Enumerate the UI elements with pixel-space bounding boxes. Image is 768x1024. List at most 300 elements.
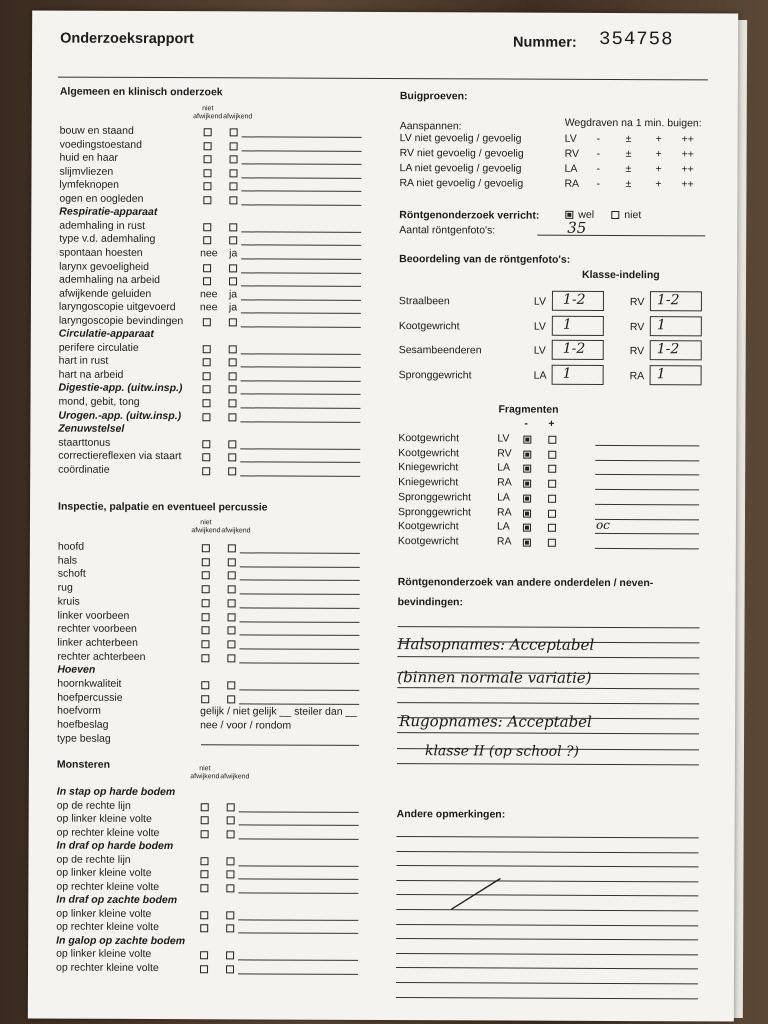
exam-row-niet-afwijkend-checkbox[interactable] [203,345,211,353]
fragment-plus-checkbox[interactable] [548,450,556,458]
monster-row-label: In stap op harde bodem [56,785,176,799]
exam-row-afwijkend-checkbox[interactable] [230,142,238,150]
monster-row-label: op rechter kleine volte [56,961,159,974]
monster-row-notes-line [238,892,358,894]
inspection-row-notes-line [239,662,359,664]
inspection-row-afwijkend-checkbox[interactable] [227,640,235,648]
inspection-row-label: rechter achterbeen [57,650,146,663]
exam-row-afwijkend-checkbox[interactable] [228,467,236,475]
buig-scale-option[interactable]: - [596,132,601,145]
opmerkingen-writing-line[interactable] [396,967,698,969]
exam-row-notes-line [241,299,361,301]
exam-row-ja[interactable]: ja [229,247,238,260]
beoordeling-left-value: 1-2 [562,291,586,308]
handwritten-line-2: (binnen normale variatie) [397,668,592,687]
inspection-row-notes-line [240,621,360,623]
inspection-row-notes-line [240,552,360,554]
monster-row-notes-line [238,919,358,921]
monster-row-notes-line [239,838,359,840]
buig-scale-option[interactable]: - [596,162,601,175]
inspection-row-niet-afwijkend-checkbox[interactable] [201,626,209,634]
beoordeling-left-leg: LV [533,344,546,357]
inspection-row-notes-line [240,593,360,595]
monster-row-niet-afwijkend-checkbox[interactable] [200,870,208,878]
exam-row-label: larynx gevoeligheid [59,260,150,273]
fragment-plus-checkbox[interactable] [548,465,556,473]
exam-row-notes-line [241,231,361,233]
andere-writing-line[interactable] [397,702,699,704]
buig-scale-option[interactable]: + [655,163,662,176]
opmerkingen-title: Andere opmerkingen: [396,808,506,821]
fragment-plus-checkbox[interactable] [548,509,556,517]
exam-row-notes-line [241,191,361,193]
exam-row-ja[interactable]: ja [228,287,238,300]
buig-scale-option[interactable]: ++ [681,133,694,146]
beoordeling-left-box[interactable] [552,340,604,360]
monster-row-niet-afwijkend-checkbox[interactable] [200,951,208,959]
exam-row-niet-afwijkend-checkbox[interactable] [203,264,211,272]
inspection-row-afwijkend-checkbox[interactable] [228,544,236,552]
rontgen-wel-checkbox[interactable] [565,211,573,219]
exam-row-afwijkend-checkbox[interactable] [230,128,238,136]
buig-scale-option[interactable]: ++ [681,178,694,191]
exam-row-afwijkend-checkbox[interactable] [229,277,237,285]
buig-scale-option[interactable]: ± [625,148,632,161]
beoordeling-right-value: 1 [656,316,666,333]
beoordeling-right-leg: RV [629,345,645,358]
inspection-row-label: linker voorbeen [57,609,130,622]
inspection-row-label: hoofd [57,540,85,553]
fragment-notes-line [595,489,699,490]
exam-row-notes-line [241,258,361,260]
exam-row-niet-afwijkend-checkbox[interactable] [204,142,212,150]
exam-row-label: correctiereflexen via staart [58,449,182,463]
monster-row-label: op de rechte lijn [56,853,131,866]
exam-row-nee[interactable]: nee [200,247,218,260]
exam-row-notes-line [242,163,362,165]
monster-row-label: op rechter kleine volte [56,920,159,934]
buig-scale-option[interactable]: ++ [681,148,694,161]
exam-row-afwijkend-checkbox[interactable] [229,196,237,204]
exam-row-afwijkend-checkbox[interactable] [229,372,237,380]
opmerkingen-writing-line[interactable] [396,894,698,896]
exam-row-afwijkend-checkbox[interactable] [228,413,236,421]
beoordeling-right-value: 1-2 [656,292,680,309]
page-title: Onderzoeksrapport [60,30,194,48]
col-header-niet: niet [199,765,211,773]
exam-row-notes-line [240,462,360,464]
klasse-title: Klasse-indeling [582,268,660,282]
fragment-row-leg: LA [497,491,510,504]
inspection-row-afwijkend-checkbox[interactable] [228,585,236,593]
col-header-niet: niet [200,519,212,527]
exam-row-label: ademhaling na arbeid [59,273,161,287]
aantal-line [537,235,705,237]
buig-row-label: RA niet gevoelig / gevoelig [399,177,524,190]
monster-row-afwijkend-checkbox[interactable] [227,830,235,838]
exam-row-afwijkend-checkbox[interactable] [229,345,237,353]
beoordeling-left-box[interactable] [552,364,604,384]
beoordeling-right-box[interactable] [650,316,702,336]
exam-row-niet-afwijkend-checkbox[interactable] [203,277,211,285]
fragmenten-plus: + [548,417,555,430]
exam-row-label: Respiratie-apparaat [59,205,158,219]
inspection-row-niet-afwijkend-checkbox[interactable] [201,681,209,689]
buig-scale-option[interactable]: ± [625,163,632,176]
exam-row-afwijkend-checkbox[interactable] [229,359,237,367]
monster-row-niet-afwijkend-checkbox[interactable] [201,816,209,824]
exam-row-afwijkend-checkbox[interactable] [229,386,237,394]
buig-row-leg: LA [564,162,578,175]
col-header-afwijkend-2: afwijkend [223,113,253,121]
exam-row-label: afwijkende geluiden [58,287,152,300]
fragment-note: oc [595,518,610,533]
beoordeling-row-label: Sesambeenderen [398,344,482,357]
exam-row-notes-line [241,326,361,328]
aantal-label: Aantal röntgenfoto's: [399,224,496,237]
exam-row-label: Zenuwstelsel [58,422,125,435]
monster-row-niet-afwijkend-checkbox[interactable] [200,924,208,932]
exam-row-niet-afwijkend-checkbox[interactable] [204,155,212,163]
exam-row-notes-line [241,353,361,355]
buig-row-label: LV niet gevoelig / gevoelig [399,132,522,145]
fragment-row-label: Spronggewricht [397,505,472,518]
exam-row-notes-line [240,475,360,477]
exam-row-label: huid en haar [59,151,118,164]
inspection-row-notes-line [239,648,359,650]
monster-row-label: op linker kleine volte [56,812,152,825]
fragment-plus-checkbox[interactable] [548,436,556,444]
exam-row-label: voedingstoestand [59,138,142,151]
andere-title-line1: Röntgenonderzoek van andere onderdelen / neven- [397,576,654,590]
inspection-row-afwijkend-checkbox[interactable] [227,627,235,635]
inspection-row-label: hoefvorm [57,704,101,718]
opmerkingen-writing-line[interactable] [396,953,698,955]
exam-row-niet-afwijkend-checkbox[interactable] [203,169,211,177]
monster-row-label: op linker kleine volte [56,907,152,920]
exam-row-niet-afwijkend-checkbox[interactable] [204,128,212,136]
exam-row-afwijkend-checkbox[interactable] [228,440,236,448]
monster-row-afwijkend-checkbox[interactable] [226,965,234,973]
fragment-row-label: Kniegewricht [398,461,459,474]
andere-writing-line[interactable] [397,732,699,734]
exam-row-afwijkend-checkbox[interactable] [229,183,237,191]
exam-row-afwijkend-checkbox[interactable] [230,155,238,163]
monster-row-afwijkend-checkbox[interactable] [227,816,235,824]
fragment-minus-checkbox[interactable] [523,524,531,532]
exam-row-afwijkend-checkbox[interactable] [228,399,236,407]
exam-row-notes-line [240,448,360,450]
opmerkingen-writing-line[interactable] [396,938,698,940]
col-header-niet-afwijkend [190,519,222,535]
inspection-row-afwijkend-checkbox[interactable] [228,558,236,566]
fragment-notes-line [595,460,699,461]
monster-row-notes-line [239,824,359,826]
exam-row-niet-afwijkend-checkbox[interactable] [202,453,210,461]
fragment-minus-checkbox[interactable] [523,436,531,444]
buig-row-label: LA niet gevoelig / gevoelig [399,162,522,175]
inspection-row-afwijkend-checkbox[interactable] [228,599,236,607]
buig-scale-option[interactable]: + [655,178,662,191]
buig-scale-option[interactable]: ++ [681,163,694,176]
monster-row-notes-line [238,932,358,934]
beoordeling-right-box[interactable] [650,365,702,385]
buig-row-leg: LV [564,132,577,145]
inspection-row-label: hals [57,554,78,567]
col-header-afwijkend: afwijkend [191,527,221,535]
exam-row-afwijkend-checkbox[interactable] [229,237,237,245]
rontgen-label: Röntgenonderzoek verricht: [399,209,540,222]
exam-row-label: laryngoscopie bevindingen [58,314,184,327]
inspection-row-label: hoefbeslag [57,718,109,731]
exam-row-niet-afwijkend-checkbox[interactable] [202,413,210,421]
monster-row-niet-afwijkend-checkbox[interactable] [201,830,209,838]
exam-row-niet-afwijkend-checkbox[interactable] [203,386,211,394]
inspection-row-afwijkend-checkbox[interactable] [227,695,235,703]
monster-row-niet-afwijkend-checkbox[interactable] [201,803,209,811]
fragment-row-label: Kootgewricht [397,534,459,548]
fragment-row-label: Kootgewricht [398,446,460,460]
fragment-minus-checkbox[interactable] [523,465,531,473]
fragment-row-leg: RV [497,447,512,460]
exam-row-label: lymfeknopen [59,178,120,192]
fragment-row-label: Kniegewricht [398,476,459,489]
exam-row-afwijkend-checkbox[interactable] [229,169,237,177]
section-title-algemeen: Algemeen en klinisch onderzoek [59,85,223,99]
andere-title-line2: bevindingen: [397,596,463,609]
andere-writing-line[interactable] [398,626,700,628]
exam-row-niet-afwijkend-checkbox[interactable] [203,223,211,231]
andere-writing-line[interactable] [397,656,699,658]
fragment-row-label: Kootgewricht [398,432,460,445]
opmerkingen-writing-line[interactable] [396,982,698,984]
inspection-row-niet-afwijkend-checkbox[interactable] [202,599,210,607]
exam-row-label: slijmvliezen [59,165,114,178]
buig-scale-option[interactable]: - [596,177,600,190]
beoordeling-left-box[interactable] [552,291,604,311]
exam-row-notes-line [241,394,361,396]
exam-row-label: Urogen.-app. (uitw.insp.) [58,409,182,422]
monster-row-afwijkend-checkbox[interactable] [226,884,234,892]
opmerkingen-writing-line[interactable] [396,865,698,867]
exam-row-label: laryngoscopie uitgevoerd [58,300,176,314]
wegdraven-label: Wegdraven na 1 min. buigen: [564,116,702,130]
monster-row-label: In draf op zachte bodem [56,893,178,907]
monster-row-label: op linker kleine volte [56,866,152,879]
fragment-row-leg: LA [496,520,510,533]
monster-row-label: op rechter kleine volte [56,826,160,839]
fragment-row-leg: RA [496,505,512,519]
monster-row-afwijkend-checkbox[interactable] [226,857,234,865]
exam-row-notes-line [242,136,362,138]
monster-row-notes-line [238,959,358,961]
beoordeling-left-value: 1-2 [562,340,586,357]
fragment-row-leg: LA [497,461,511,474]
buig-row-leg: RV [564,147,580,160]
buig-scale-option[interactable]: ± [625,178,632,191]
inspection-row-niet-afwijkend-checkbox[interactable] [202,544,210,552]
fragment-row-label: Kootgewricht [397,520,459,533]
exam-row-niet-afwijkend-checkbox[interactable] [203,237,211,245]
inspection-row-afwijkend-checkbox[interactable] [228,572,236,580]
inspection-row-niet-afwijkend-checkbox[interactable] [201,654,209,662]
fragment-plus-checkbox[interactable] [548,539,556,547]
inspection-row-niet-afwijkend-checkbox[interactable] [202,585,210,593]
monster-row-label: op rechter kleine volte [56,880,160,893]
rontgen-niet-checkbox[interactable] [611,211,619,219]
buig-row-label: RV niet gevoelig / gevoelig [399,147,524,160]
andere-writing-line[interactable] [397,763,699,765]
exam-row-afwijkend-checkbox[interactable] [229,223,237,231]
exam-row-notes-line [241,380,361,382]
exam-row-niet-afwijkend-checkbox[interactable] [202,399,210,407]
fragment-plus-checkbox[interactable] [548,480,556,488]
beoordeling-left-box[interactable] [552,315,604,335]
monster-row-niet-afwijkend-checkbox[interactable] [200,911,208,919]
inspection-row-niet-afwijkend-checkbox[interactable] [202,558,210,566]
monster-row-afwijkend-checkbox[interactable] [226,870,234,878]
inspection-row-label: linker achterbeen [57,636,139,649]
monster-row-notes-line [239,811,359,813]
col-header-afwijkend-2: afwijkend [220,773,250,781]
monster-row-niet-afwijkend-checkbox[interactable] [200,857,208,865]
monster-row-niet-afwijkend-checkbox[interactable] [200,884,208,892]
exam-row-niet-afwijkend-checkbox[interactable] [203,182,211,190]
exam-row-niet-afwijkend-checkbox[interactable] [203,359,211,367]
beoordeling-right-value: 1-2 [656,341,680,358]
fragment-minus-checkbox[interactable] [523,494,531,502]
inspection-row-niet-afwijkend-checkbox[interactable] [202,572,210,580]
fragment-minus-checkbox[interactable] [523,509,531,517]
beoordeling-right-box[interactable] [650,291,702,311]
inspection-row-options: gelijk / niet gelijk __ steiler dan __ [200,705,358,719]
exam-row-niet-afwijkend-checkbox[interactable] [202,440,210,448]
exam-row-notes-line [241,313,361,315]
col-header-afwijkend-2: afwijkend [221,527,251,535]
exam-row-notes-line [240,421,360,423]
buig-scale-option[interactable]: - [596,147,601,160]
exam-row-niet-afwijkend-checkbox[interactable] [202,467,210,475]
fragment-row-leg: RA [496,535,512,548]
fragment-row-leg: LV [497,432,510,445]
exam-row-label: ademhaling in rust [59,219,146,232]
handwritten-slash [448,874,508,914]
col-header-niet-afwijkend [189,765,221,781]
opmerkingen-writing-line[interactable] [397,851,699,853]
exam-row-label: type v.d. ademhaling [59,232,156,246]
rontgen-niet-label: niet [624,209,642,222]
inspection-row-afwijkend-checkbox[interactable] [228,613,236,621]
beoordeling-row-label: Spronggewricht [398,368,472,381]
exam-row-notes-line [241,177,361,179]
inspection-row-afwijkend-checkbox[interactable] [227,681,235,689]
buig-scale-option[interactable]: + [655,148,662,161]
exam-row-niet-afwijkend-checkbox[interactable] [203,372,211,380]
fragment-plus-checkbox[interactable] [548,495,556,503]
inspection-row-notes-line [239,635,359,637]
opmerkingen-writing-line[interactable] [396,909,698,911]
monster-row-afwijkend-checkbox[interactable] [226,911,234,919]
rontgen-wel-label: wel [578,208,595,221]
monster-row-afwijkend-checkbox[interactable] [226,924,234,932]
exam-row-afwijkend-checkbox[interactable] [228,454,236,462]
monster-row-notes-line [238,973,358,975]
monster-row-afwijkend-checkbox[interactable] [226,951,234,959]
fragment-notes-line [595,533,699,534]
report-sheet [28,10,738,1021]
beoordeling-left-leg: LA [533,369,547,382]
exam-row-afwijkend-checkbox[interactable] [229,264,237,272]
section-title-inspectie: Inspectie, palpatie en eventueel percussie [58,500,268,514]
inspection-row-notes-line [201,744,359,746]
andere-writing-line[interactable] [397,687,699,689]
inspection-row-afwijkend-checkbox[interactable] [227,654,235,662]
opmerkingen-writing-line[interactable] [397,836,699,838]
fragment-notes-line [595,518,699,519]
exam-row-label: spontaan hoesten [59,246,143,259]
exam-row-label: Digestie-app. (uitw.insp.) [58,382,183,395]
exam-row-ja[interactable]: ja [228,301,238,314]
exam-row-nee[interactable]: nee [199,287,218,300]
buig-scale-option[interactable]: ± [625,133,632,146]
fragment-minus-checkbox[interactable] [523,539,531,547]
inspection-row-label: hoornkwaliteit [57,677,122,690]
monster-row-afwijkend-checkbox[interactable] [227,803,235,811]
inspection-row-notes-line [239,703,359,705]
exam-row-niet-afwijkend-checkbox[interactable] [203,318,211,326]
opmerkingen-writing-line[interactable] [396,880,698,882]
exam-row-notes-line [241,367,361,369]
exam-row-notes-line [242,150,362,152]
beoordeling-right-box[interactable] [650,340,702,360]
inspection-row-niet-afwijkend-checkbox[interactable] [201,640,209,648]
number-value: 354758 [599,27,674,51]
fragmenten-minus: - [524,417,528,430]
inspection-row-niet-afwijkend-checkbox[interactable] [202,613,210,621]
fragment-notes-line [595,504,699,505]
inspection-row-notes-line [240,607,360,609]
fragment-plus-checkbox[interactable] [548,524,556,532]
inspection-row-label: hoefpercussie [57,691,123,704]
exam-row-afwijkend-checkbox[interactable] [229,318,237,326]
beoordeling-row-label: Straalbeen [398,295,450,308]
opmerkingen-writing-line[interactable] [396,924,698,926]
opmerkingen-writing-line[interactable] [396,997,698,999]
exam-row-label: bouw en staand [59,124,134,137]
handwritten-line-3: Rugopnames: Acceptabel [399,712,592,731]
buig-row-leg: RA [564,177,580,190]
beoordeling-right-leg: RV [629,320,645,333]
exam-row-nee[interactable]: nee [199,301,218,314]
fragment-notes-line [595,548,699,549]
beoordeling-left-value: 1 [562,365,572,382]
fragment-minus-checkbox[interactable] [523,480,531,488]
fragment-row-label: Spronggewricht [398,490,472,504]
monster-row-notes-line [238,878,358,880]
inspection-row-niet-afwijkend-checkbox[interactable] [201,695,209,703]
exam-row-notes-line [241,204,361,206]
fragment-minus-checkbox[interactable] [523,450,531,458]
beoordeling-row-label: Kootgewricht [398,319,460,332]
beoordeling-left-value: 1 [562,316,572,333]
monster-row-niet-afwijkend-checkbox[interactable] [200,965,208,973]
fragment-notes-line [595,474,699,475]
exam-row-niet-afwijkend-checkbox[interactable] [203,196,211,204]
buig-scale-option[interactable]: + [655,133,662,146]
inspection-row-notes-line [240,580,360,582]
exam-row-label: staarttonus [58,436,111,449]
inspection-row-notes-line [239,689,359,691]
